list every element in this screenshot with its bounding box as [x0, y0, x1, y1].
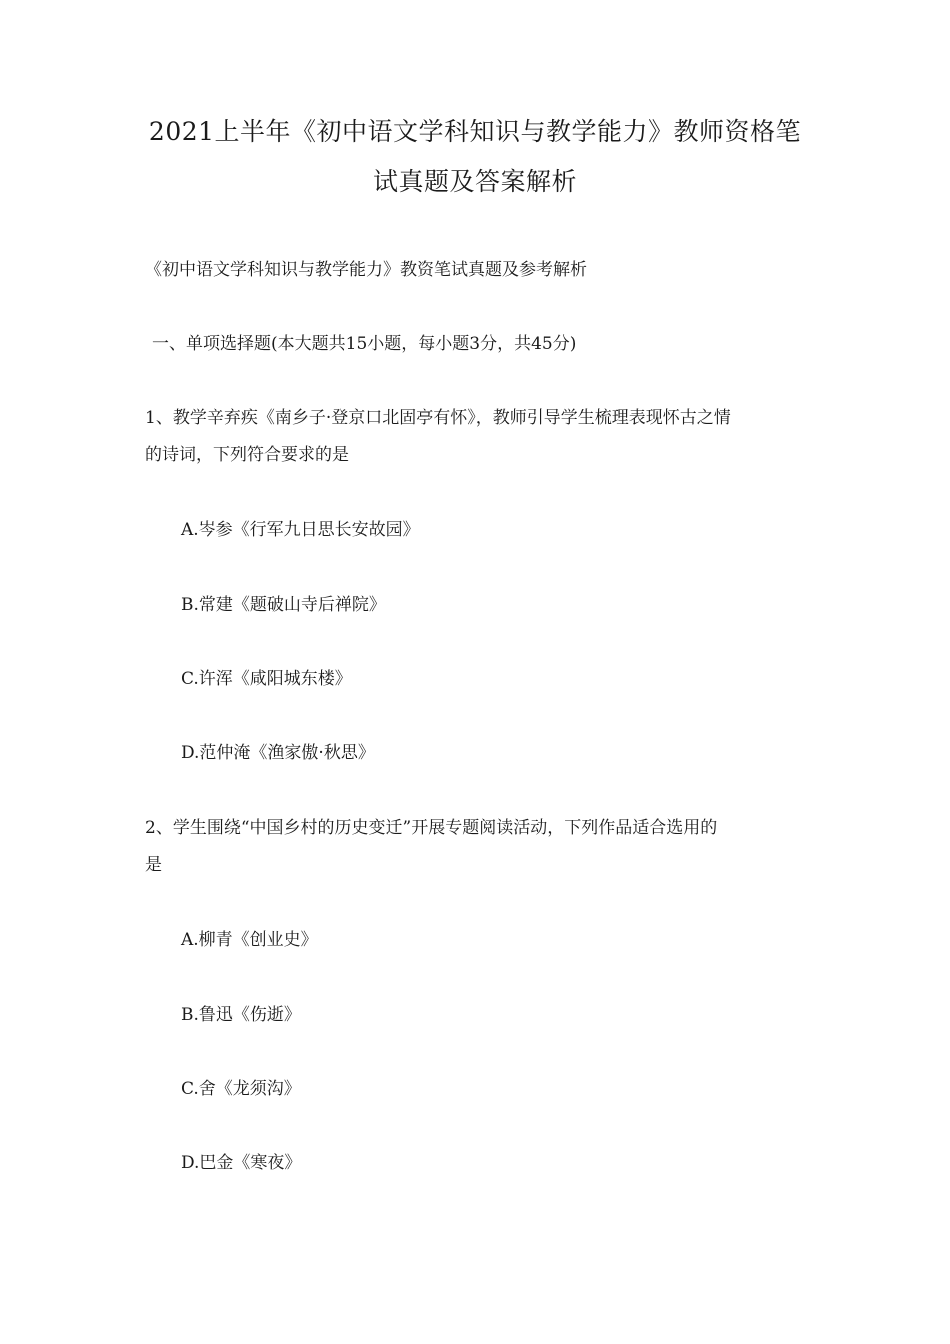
question-2-option-a: A.柳青《创业史》 — [181, 930, 318, 950]
question-1-option-b: B.常建《题破山寺后禅院》 — [181, 595, 386, 615]
question-1-stem-line-2: 的诗词，下列符合要求的是 — [145, 445, 349, 465]
question-2-stem-line-2: 是 — [145, 855, 162, 875]
document-subtitle: 《初中语文学科知识与教学能力》教资笔试真题及参考解析 — [145, 260, 587, 280]
document-title-line-1: 2021上半年《初中语文学科知识与教学能力》教师资格笔 — [148, 117, 802, 146]
question-2-option-d: D.巴金《寒夜》 — [181, 1153, 302, 1173]
question-2-stem-line-1: 2、学生围绕“中国乡村的历史变迁”开展专题阅读活动，下列作品适合选用的 — [145, 818, 718, 838]
document-title-line-2: 试真题及答案解析 — [372, 167, 577, 196]
question-2-option-c: C.舍《龙须沟》 — [181, 1079, 301, 1099]
question-1-option-d: D.范仲淹《渔家傲·秋思》 — [181, 743, 375, 763]
question-1-stem-line-1: 1、教学辛弃疾《南乡子·登京口北固亭有怀》，教师引导学生梳理表现怀古之情 — [145, 408, 731, 428]
question-2-option-b: B.鲁迅《伤逝》 — [181, 1005, 301, 1025]
question-1-option-a: A.岑参《行军九日思长安故园》 — [181, 520, 420, 540]
question-1-option-c: C.许浑《咸阳城东楼》 — [181, 669, 352, 689]
section-heading: 一、单项选择题(本大题共15小题，每小题3分，共45分) — [152, 334, 577, 354]
